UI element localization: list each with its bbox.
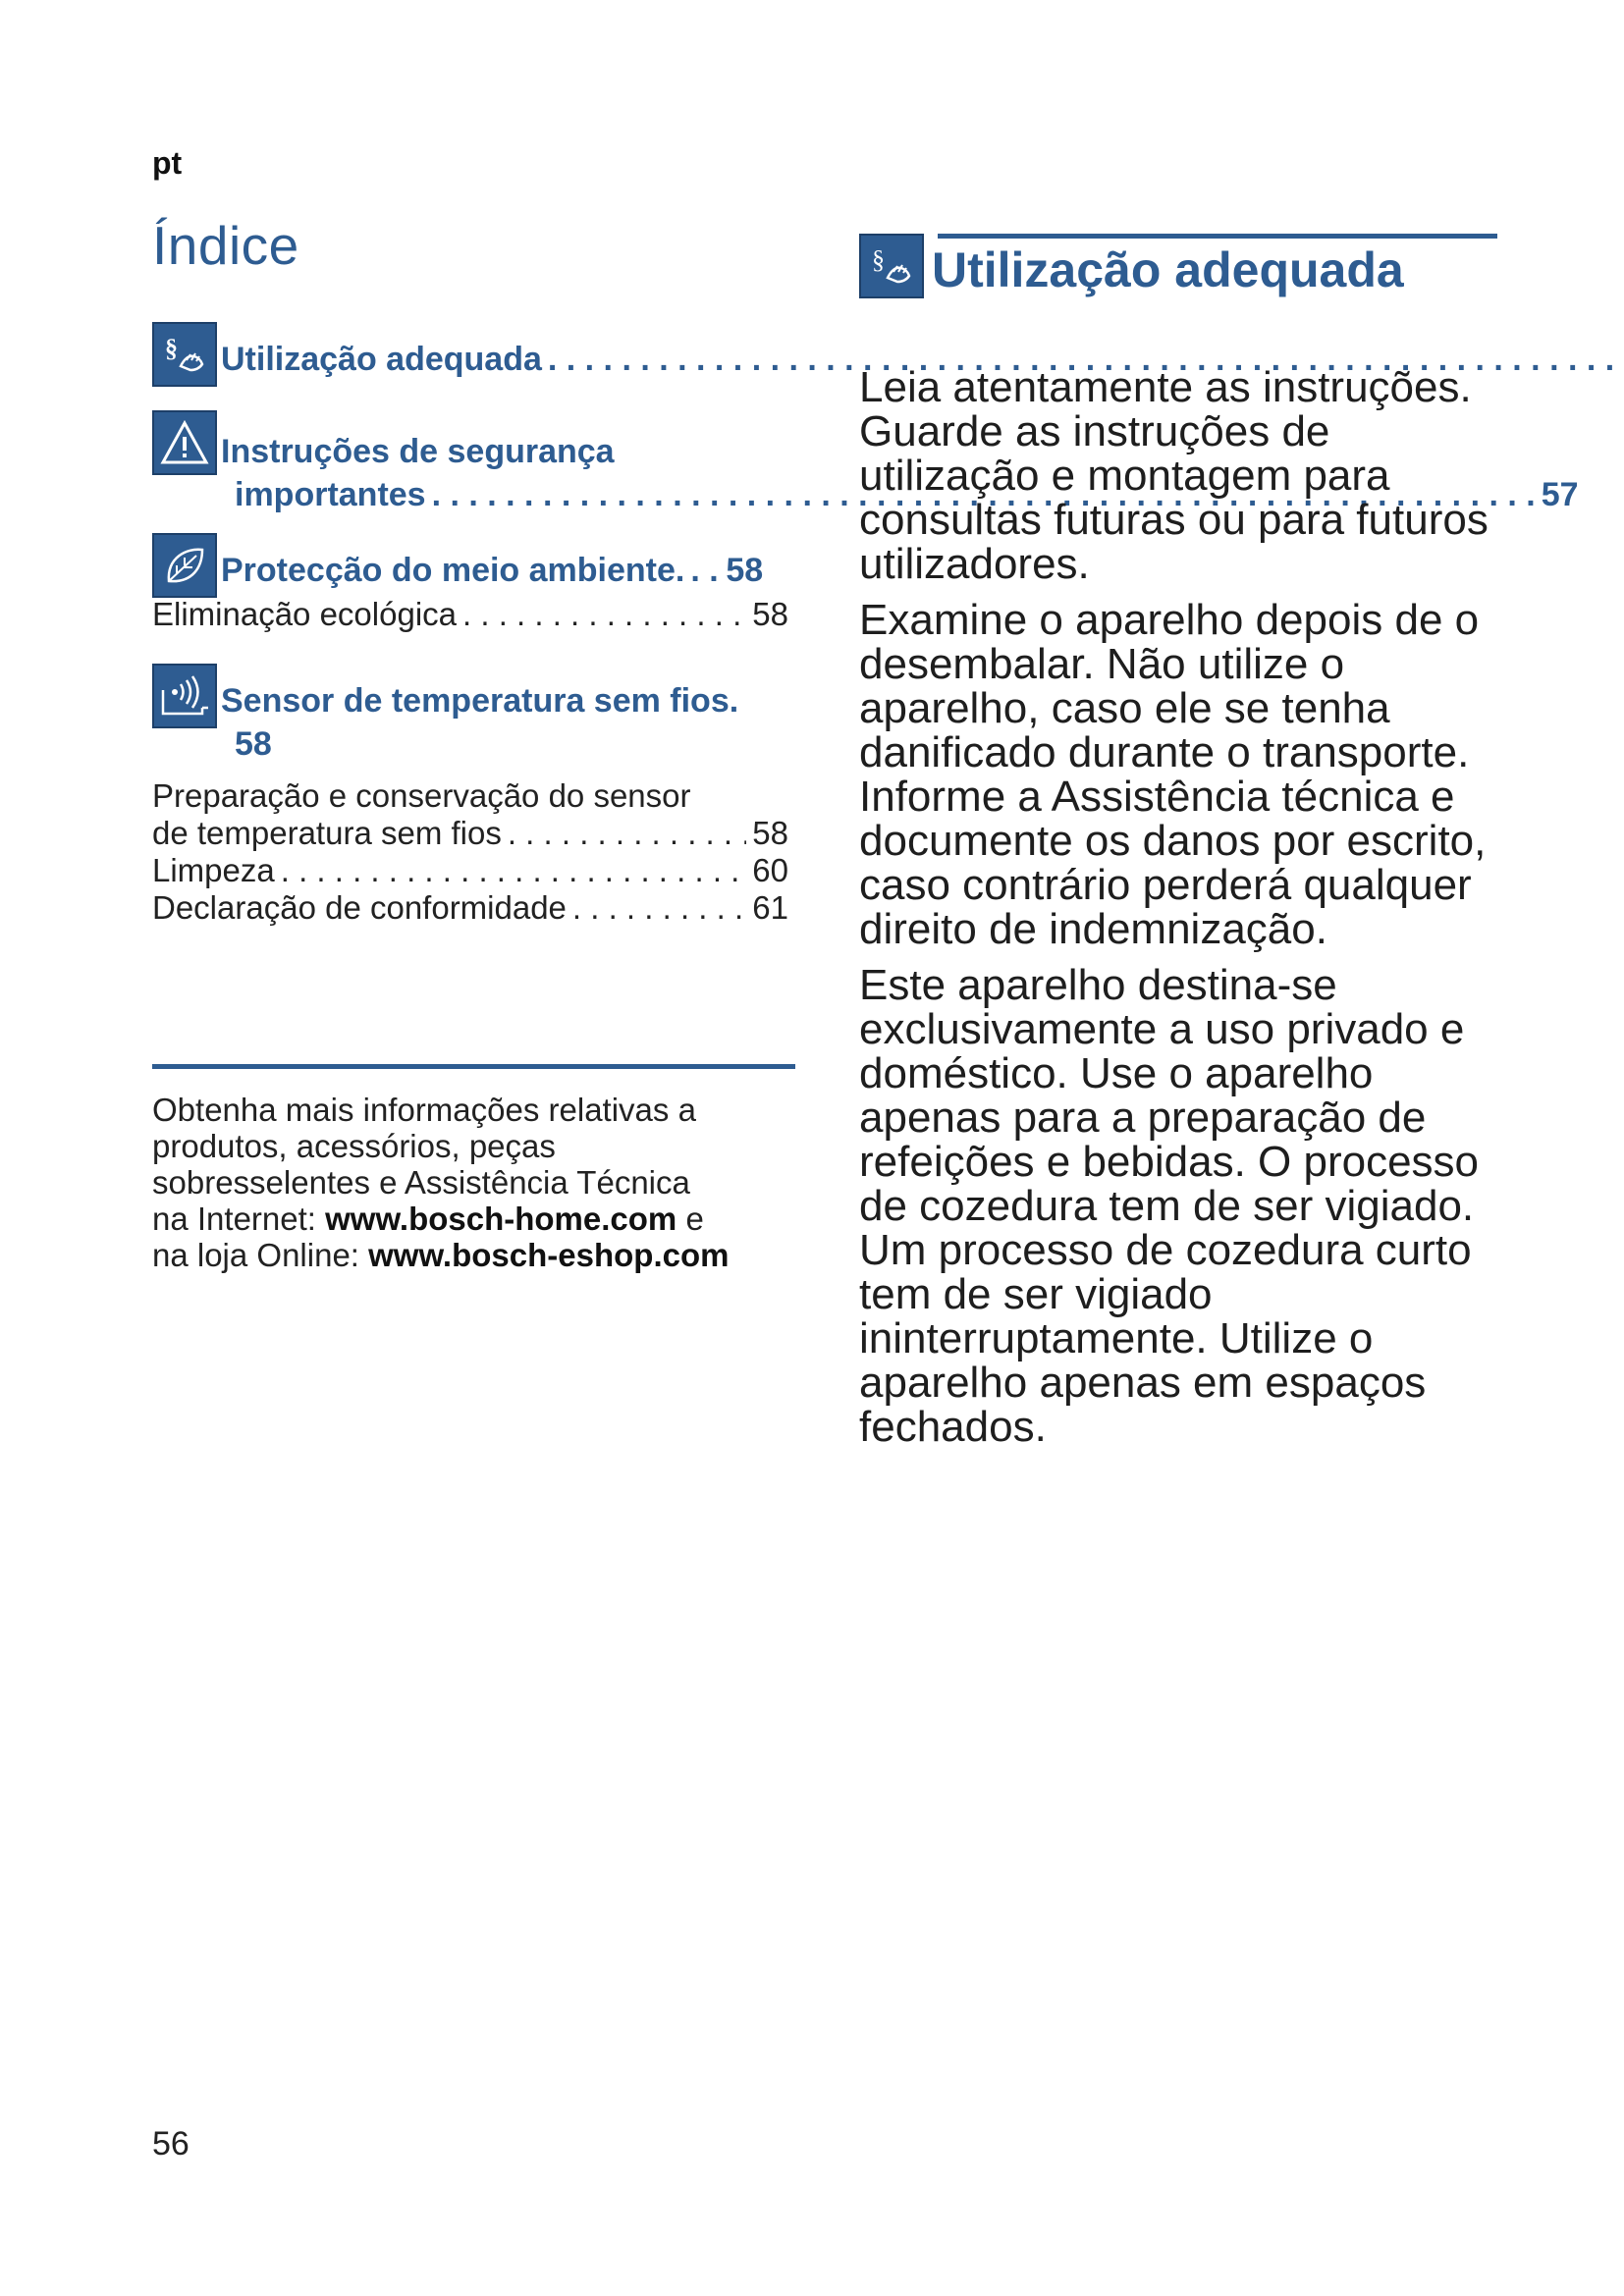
toc-subentry-title: Declaração de conformidade — [152, 889, 567, 926]
toc-subentry-title: Limpeza — [152, 852, 275, 888]
info-line: na Internet: www.bosch-home.com e — [152, 1201, 704, 1237]
leader-dots — [572, 889, 746, 927]
law-hand-icon — [859, 234, 924, 298]
toc-subentry-page: 58 — [752, 596, 788, 632]
toc-subentry-title: Eliminação ecológica — [152, 596, 458, 632]
toc-subentry[interactable] — [152, 852, 788, 889]
paragraph: Este aparelho destina-se exclusivamente a uso privado e doméstico. Use o aparelho apenas para a preparação de refeições e bebidas. O processo de cozedura tem de ser vigiado. Um processo de cozedura curto tem de ser vigiado ininterruptamente. Utilize o aparelho apenas em espaços fechados. — [859, 961, 1480, 1451]
index-title: Índice — [152, 215, 299, 276]
svg-text:§: § — [872, 245, 885, 274]
info-line: produtos, acessórios, peças — [152, 1128, 556, 1164]
leader-dots — [462, 596, 746, 633]
page-number: 56 — [152, 2125, 189, 2163]
section-title: Utilização adequada — [932, 242, 1404, 297]
info-line: sobresselentes e Assistência Técnica — [152, 1164, 690, 1201]
toc-entry-seguranca[interactable] — [152, 410, 1579, 516]
law-hand-icon — [152, 322, 217, 387]
link-bosch-home[interactable]: www.bosch-home.com — [325, 1201, 677, 1237]
leader-dots — [690, 549, 720, 592]
toc-entry-ambiente[interactable] — [152, 533, 800, 633]
toc-subentry-title: de temperatura sem fios — [152, 815, 502, 851]
toc-subentry-page: 58 — [752, 815, 788, 851]
toc-subentry[interactable] — [152, 596, 788, 633]
leaf-icon — [152, 533, 217, 598]
svg-text:§: § — [165, 334, 178, 362]
toc-subentry[interactable] — [152, 815, 788, 852]
info-block — [152, 1092, 800, 1273]
section-body — [859, 365, 1507, 1461]
divider — [152, 1064, 795, 1069]
toc-subentry-title: Preparação e conservação do sensor — [152, 777, 691, 814]
leader-dots — [508, 815, 746, 852]
paragraph: Leia atentamente as instruções. Guarde as instruções de utilização e montagem para consultas futuras ou para futuros utilizadores. — [859, 363, 1489, 588]
section-heading — [859, 234, 1404, 298]
info-line: Obtenha mais informações relativas a — [152, 1092, 696, 1128]
toc-subentry-page: 61 — [752, 889, 788, 926]
wireless-sensor-icon — [152, 664, 217, 728]
toc-title-cont: importantes — [235, 476, 426, 513]
toc-subentry-page: 60 — [752, 852, 788, 888]
toc-title: Instruções de segurança — [221, 433, 615, 470]
toc-title: Utilização adequada — [221, 341, 542, 378]
toc-page: 58 — [235, 725, 272, 763]
info-line: na loja Online: www.bosch-eshop.com — [152, 1237, 730, 1273]
toc-subentry[interactable] — [152, 889, 788, 927]
language-code: pt — [152, 145, 183, 181]
leader-dots — [281, 852, 747, 889]
toc-entry-sensor[interactable] — [152, 664, 800, 927]
warning-triangle-icon — [152, 410, 217, 475]
link-bosch-eshop[interactable]: www.bosch-eshop.com — [368, 1237, 730, 1273]
toc-title: Protecção do meio ambiente. — [221, 552, 685, 589]
toc-entry-utilizacao[interactable] — [152, 322, 800, 387]
toc-title: Sensor de temperatura sem fios. — [221, 682, 739, 720]
paragraph: Examine o aparelho depois de o desembalar. Não utilize o aparelho, caso ele se tenha danificado durante o transporte. Informe a Assistência técnica e documente os danos por escrito, caso contrário perderá qualquer direito de indemnização. — [859, 596, 1487, 953]
toc-page: 58 — [726, 552, 764, 589]
toc-page: 57 — [1541, 476, 1579, 513]
